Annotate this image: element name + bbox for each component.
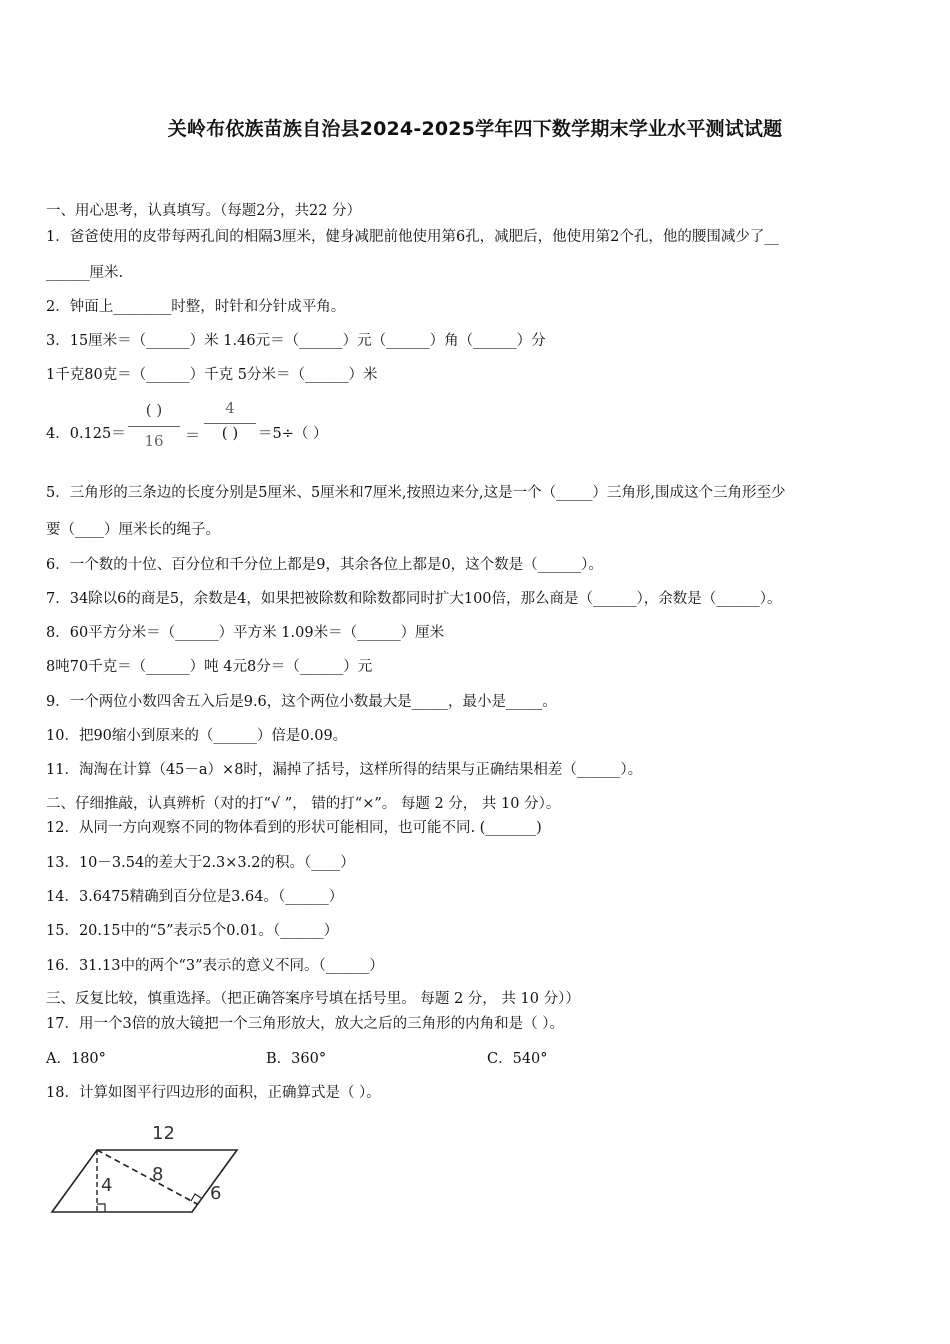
parallelogram-figure [40, 1118, 250, 1223]
label-side-6: 6 [210, 1183, 222, 1204]
q4-fraction-2-numerator: 4 [225, 399, 235, 417]
page-title: 关岭布依族苗族自治县2024-2025学年四下数学期末学业水平测试试题 [167, 118, 783, 140]
question-13: 13．10－3.54的差大于2.3×3.2的积。（____） [46, 855, 355, 871]
q17-option-a: A．180° [46, 1051, 106, 1067]
question-8-line-1: 8．60平方分米＝（______）平方米 1.09米＝（______）厘米 [46, 625, 445, 641]
height-right-angle [97, 1204, 105, 1212]
question-14: 14．3.6475精确到百分位是3.64。（______） [46, 889, 344, 905]
section-3-heading: 三、反复比较，慎重选择。（把正确答案序号填在括号里。 每题 2 分， 共 10 分）） [46, 991, 580, 1007]
question-10: 10．把90缩小到原来的（______）倍是0.09。 [46, 728, 348, 744]
question-1-line-2: ______厘米. [46, 265, 124, 281]
q4-fraction-2-denominator: ( ) [221, 424, 239, 442]
question-17: 17．用一个3倍的放大镜把一个三角形放大，放大之后的三角形的内角和是（ ）。 [46, 1016, 565, 1032]
question-5-line-1: 5．三角形的三条边的长度分别是5厘米、5厘米和7厘米,按照边来分,这是一个（_____）三角形,围成这个三角形至少 [46, 485, 786, 501]
question-3-line-2: 1千克80克＝（______）千克 5分米＝（______）米 [46, 367, 378, 383]
question-4-suffix: ＝5÷（ ） [258, 426, 328, 442]
label-diagonal-8: 8 [152, 1164, 164, 1185]
question-4-prefix: 4．0.125＝ [46, 426, 126, 442]
section-1-heading: 一、用心思考，认真填写。（每题2分，共22 分） [46, 203, 362, 219]
question-9: 9．一个两位小数四舍五入后是9.6，这个两位小数最大是_____，最小是_____。 [46, 694, 557, 710]
q4-fraction-1-bar [128, 426, 180, 427]
question-12: 12．从同一方向观察不同的物体看到的形状可能相同，也可能不同. (_______) [46, 820, 542, 836]
question-1-line-1: 1．爸爸使用的皮带每两孔间的相隔3厘米，健身减肥前他使用第6孔，减肥后，他使用第2个孔，他的腰围减少了__ [46, 229, 779, 245]
question-7: 7．34除以6的商是5，余数是4，如果把被除数和除数都同时扩大100倍，那么商是（______），余数是（______）。 [46, 591, 782, 607]
question-8-line-2: 8吨70千克＝（______）吨 4元8分＝（______）元 [46, 659, 373, 675]
q17-option-c: C．540° [487, 1051, 548, 1067]
question-16: 16．31.13中的两个“3”表示的意义不同。（______） [46, 958, 384, 974]
question-11: 11．淘淘在计算（45－a）×8时，漏掉了括号，这样所得的结果与正确结果相差（______）。 [46, 762, 643, 778]
q4-fraction-1-denominator: 16 [144, 432, 164, 450]
question-18: 18．计算如图平行四边形的面积，正确算式是（ ）。 [46, 1085, 381, 1101]
perpendicular-right-angle [191, 1194, 201, 1201]
label-height-4: 4 [101, 1175, 113, 1196]
question-15: 15．20.15中的“5”表示5个0.01。（______） [46, 923, 339, 939]
question-2: 2．钟面上________时整，时针和分针成平角。 [46, 299, 346, 315]
label-base-12: 12 [152, 1123, 175, 1144]
q4-equals: ＝ [185, 426, 201, 444]
question-3-line-1: 3．15厘米＝（______）米 1.46元＝（______）元（______）角（______）分 [46, 333, 546, 349]
section-2-heading: 二、仔细推敲，认真辨析（对的打“√ ”， 错的打“×”。 每题 2 分， 共 10 分）。 [46, 796, 561, 812]
q17-option-b: B．360° [266, 1051, 327, 1067]
question-6: 6．一个数的十位、百分位和千分位上都是9，其余各位上都是0，这个数是（______）。 [46, 557, 603, 573]
q4-fraction-1-numerator: ( ) [145, 401, 163, 419]
question-5-line-2: 要（____）厘米长的绳子。 [46, 522, 220, 538]
